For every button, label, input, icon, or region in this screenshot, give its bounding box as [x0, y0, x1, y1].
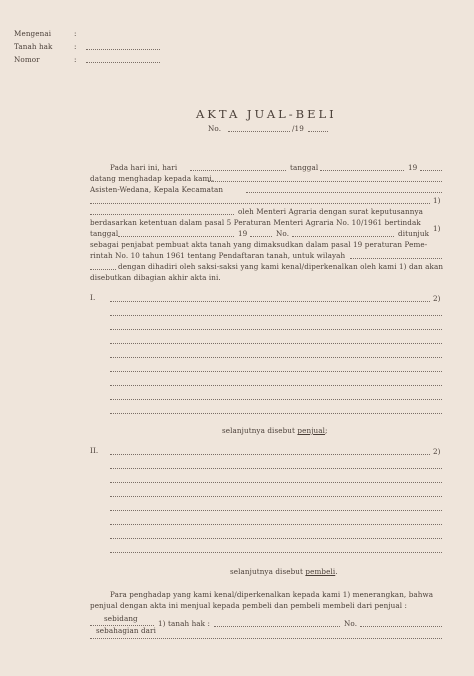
year-19-text: 19: [408, 163, 418, 172]
tanah-hak-colon: :: [74, 42, 77, 51]
disebutkan-text: disebutkan dibagian akhir akta ini.: [90, 273, 221, 282]
parcel-field[interactable]: [90, 625, 154, 626]
party-2-line-7[interactable]: [110, 538, 442, 539]
asisten-text: Asisten-Wedana, Kepala Kecamatan: [90, 185, 224, 194]
year-field[interactable]: [420, 170, 442, 171]
party-2-line-6[interactable]: [110, 524, 442, 525]
kecamatan-field-2[interactable]: [90, 203, 430, 204]
closing-line-2: penjual dengan akta ini menjual kepada pembeli dan pembeli membeli dari penjual :: [90, 601, 408, 610]
decree-year-text: 19: [238, 229, 248, 238]
nomor-field[interactable]: [86, 62, 160, 63]
closing-line-1: Para penghadap yang kami kenal/diperkenalkan kepada kami 1) menerangkan, bahwa: [110, 590, 434, 599]
party-2-note: 2): [433, 447, 441, 456]
party-1-line-4[interactable]: [110, 343, 442, 344]
officer-field[interactable]: [208, 181, 442, 182]
date-field[interactable]: [320, 170, 404, 171]
party-1-line-5[interactable]: [110, 357, 442, 358]
sebidang-text: sebidang: [104, 614, 138, 623]
document-title: AKTA JUAL-BELI: [196, 107, 337, 121]
tanah-hak-field[interactable]: [86, 49, 160, 50]
decree-no-text: No.: [276, 229, 290, 238]
number-field[interactable]: [228, 131, 290, 132]
party-1-note: 2): [433, 294, 441, 303]
dengan-text: dengan dihadiri oleh saksi-saksi yang kami kenal/diperkenalkan oleh kami 1) dan akan: [118, 262, 444, 271]
party-1-line-3[interactable]: [110, 329, 442, 330]
party-2-line-3[interactable]: [110, 482, 442, 483]
sebagai-text: sebagai penjabat pembuat akta tanah yang dimaksudkan dalam pasal 19 peraturan Peme-: [90, 240, 428, 249]
decree-no-field[interactable]: [292, 236, 394, 237]
menteri-text: oleh Menteri Agraria dengan surat keputusannya: [238, 207, 424, 216]
party-1-line-8[interactable]: [110, 399, 442, 400]
tanah-hak-label: Tanah hak: [14, 42, 53, 51]
nomor-colon: :: [74, 55, 77, 64]
land-right-field[interactable]: [214, 626, 340, 627]
number-year-field[interactable]: [308, 131, 328, 132]
appointed-field[interactable]: [90, 214, 234, 215]
berdasarkan-text: berdasarkan ketentuan dalam pasal 5 Peraturan Menteri Agraria No. 10/1961 bertindak: [90, 218, 421, 227]
decree-date-field[interactable]: [118, 236, 234, 237]
region-field-2[interactable]: [90, 269, 116, 270]
pada-hari-text: Pada hari ini, hari: [110, 163, 178, 172]
note-1: 1): [433, 196, 441, 205]
land-no-text: No.: [344, 619, 358, 628]
party-1-line-1[interactable]: [110, 301, 430, 302]
land-no-field[interactable]: [360, 626, 442, 627]
party-2-line-8[interactable]: [110, 552, 442, 553]
party-2-label: II.: [90, 446, 99, 455]
party-2-line-4[interactable]: [110, 496, 442, 497]
party-2-designation: selanjutnya disebut pembeli.: [230, 567, 338, 576]
party-1-designation: selanjutnya disebut penjual;: [222, 426, 328, 435]
party-1-line-6[interactable]: [110, 371, 442, 372]
tanggal-text-2: tanggal: [90, 229, 119, 238]
decree-year-field[interactable]: [250, 236, 272, 237]
datang-text: datang menghadap kepada kami,: [90, 174, 215, 183]
rintah-text: rintah No. 10 tahun 1961 tentang Pendaftaran tanah, untuk wilayah: [90, 251, 346, 260]
number-year-label: /19: [292, 124, 304, 133]
party-1-label: I.: [90, 293, 96, 302]
note-1b: 1): [433, 224, 441, 233]
party-1-line-7[interactable]: [110, 385, 442, 386]
day-field[interactable]: [190, 170, 286, 171]
nomor-label: Nomor: [14, 55, 40, 64]
party-2-line-5[interactable]: [110, 510, 442, 511]
party-1-line-2[interactable]: [110, 315, 442, 316]
party-1-line-9[interactable]: [110, 413, 442, 414]
party-2-line-2[interactable]: [110, 468, 442, 469]
kecamatan-field[interactable]: [246, 192, 442, 193]
sebagian-text: sebahagian dari: [96, 626, 156, 635]
party-2-line-1[interactable]: [110, 454, 430, 455]
tanggal-text: tanggal: [290, 163, 319, 172]
ditunjuk-text: ditunjuk: [398, 229, 430, 238]
land-description-field[interactable]: [90, 638, 442, 639]
region-field[interactable]: [350, 258, 442, 259]
number-label: No.: [208, 124, 222, 133]
mengenai-label: Mengenai: [14, 29, 52, 38]
mengenai-colon: :: [74, 29, 77, 38]
tanah-hak-text: 1) tanah hak :: [158, 619, 211, 628]
